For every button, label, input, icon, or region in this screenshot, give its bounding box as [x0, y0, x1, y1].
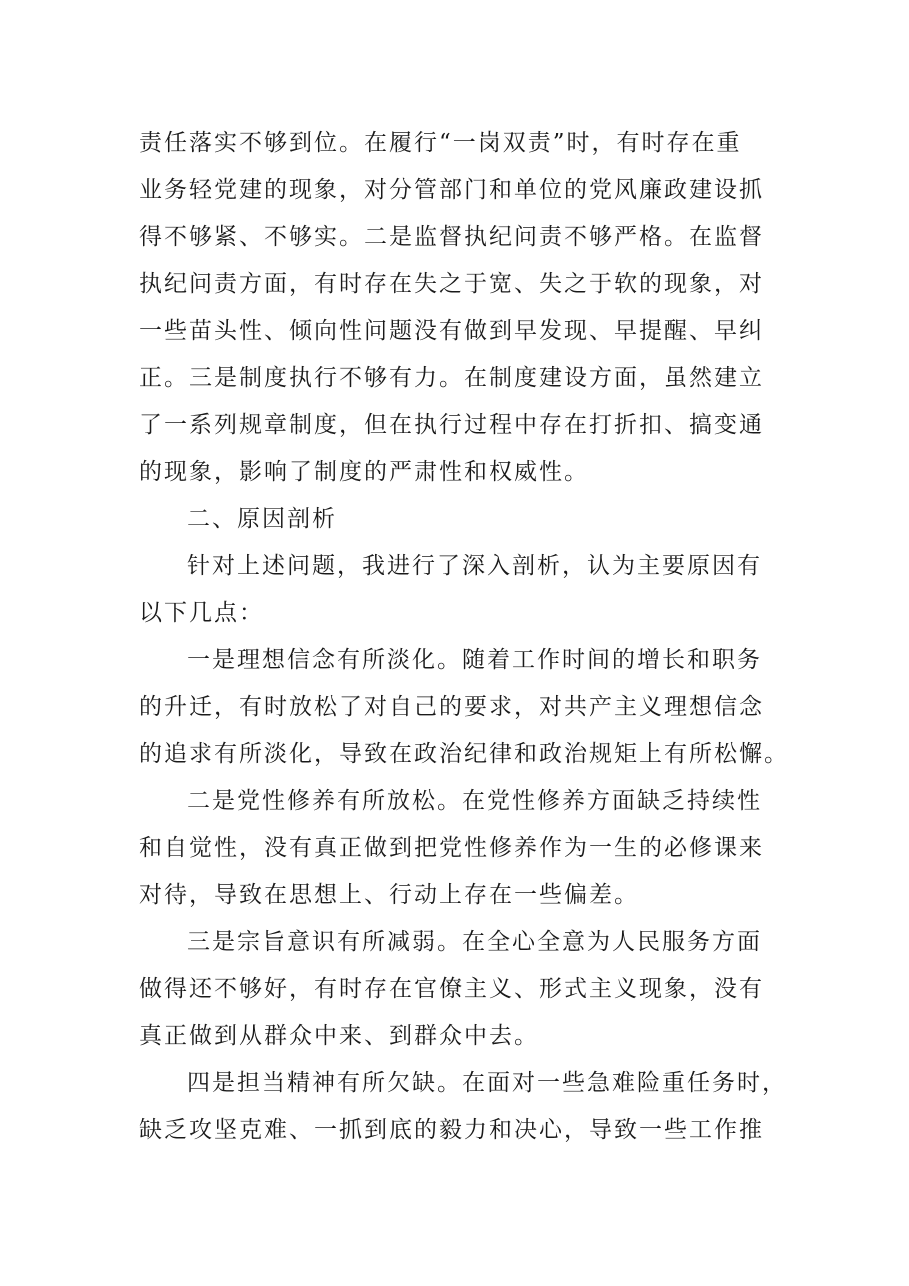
- text-line: 针对上述问题，我进行了深入剖析，认为主要原因有: [187, 553, 762, 579]
- text-line: 的追求有所淡化，导致在政治纪律和政治规矩上有所松懈。: [139, 741, 789, 767]
- text-line: 和自觉性，没有真正做到把党性修养作为一生的必修课来: [139, 835, 764, 861]
- text-line: 做得还不够好，有时存在官僚主义、形式主义现象，没有: [139, 976, 764, 1002]
- text-line: 二是党性修养有所放松。在党性修养方面缺乏持续性: [187, 788, 762, 814]
- text-line: 正。三是制度执行不够有力。在制度建设方面，虽然建立: [139, 365, 764, 391]
- text-line: 以下几点：: [139, 600, 264, 626]
- text-line: 一些苗头性、倾向性问题没有做到早发现、早提醒、早纠: [139, 318, 764, 344]
- text-line: 执纪问责方面，有时存在失之于宽、失之于软的现象，对: [139, 271, 764, 297]
- text-line: 的升迁，有时放松了对自己的要求，对共产主义理想信念: [139, 694, 764, 720]
- text-line: 业务轻党建的现象，对分管部门和单位的党风廉政建设抓: [139, 177, 764, 203]
- text-line: 真正做到从群众中来、到群众中去。: [139, 1023, 539, 1049]
- text-line: 缺乏攻坚克难、一抓到底的毅力和决心，导致一些工作推: [139, 1117, 764, 1143]
- text-line: 的现象，影响了制度的严肃性和权威性。: [139, 459, 589, 485]
- section-heading: 二、原因剖析: [187, 506, 337, 532]
- document-body: [139, 120, 789, 1154]
- text-line: 对待，导致在思想上、行动上存在一些偏差。: [139, 882, 639, 908]
- text-line: 责任落实不够到位。在履行“一岗双责”时，有时存在重: [139, 130, 742, 156]
- text-line: 得不够紧、不够实。二是监督执纪问责不够严格。在监督: [139, 224, 764, 250]
- text-line: 四是担当精神有所欠缺。在面对一些急难险重任务时，: [187, 1070, 787, 1096]
- text-line: 了一系列规章制度，但在执行过程中存在打折扣、搞变通: [139, 412, 764, 438]
- text-line: 一是理想信念有所淡化。随着工作时间的增长和职务: [187, 647, 762, 673]
- text-line: 三是宗旨意识有所减弱。在全心全意为人民服务方面: [187, 929, 762, 955]
